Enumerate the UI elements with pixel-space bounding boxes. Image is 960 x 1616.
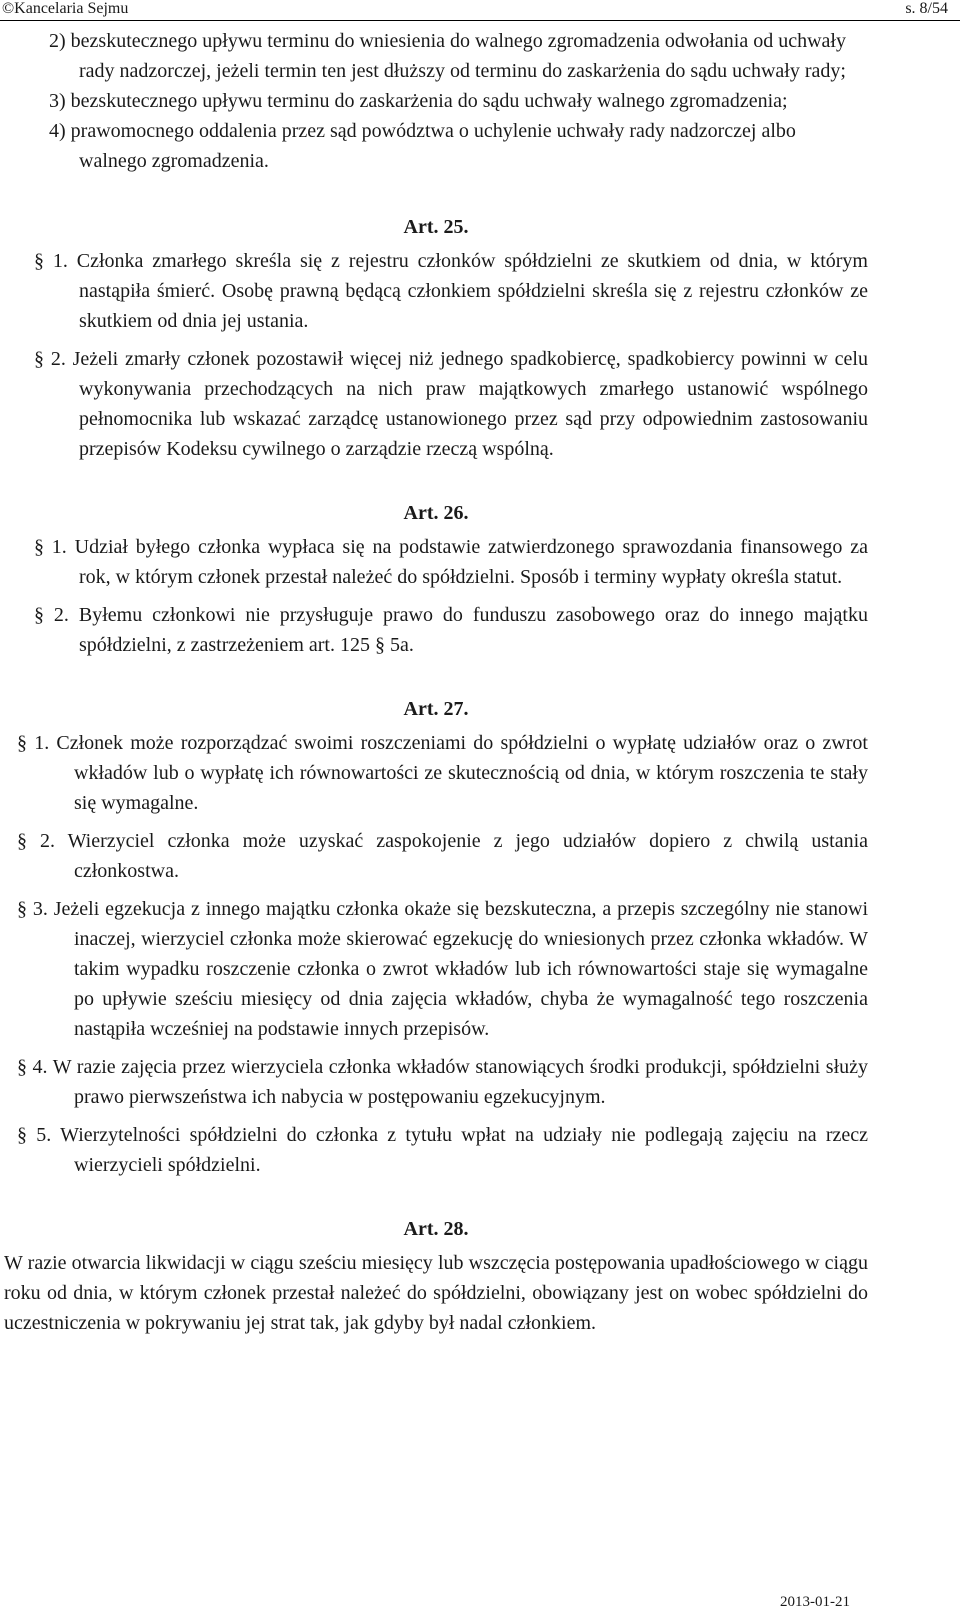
- article-paragraph: § 2. Byłemu członkowi nie przysługuje prawo do funduszu zasobowego oraz do innego majątku spółdzielni, z zastrzeżeniem art. 125 § 5a.: [34, 604, 868, 656]
- document-date: 2013-01-21: [780, 1594, 850, 1610]
- list-item: 3) bezskutecznego upływu terminu do zaskarżenia do sądu uchwały walnego zgromadzenia;: [49, 90, 788, 112]
- list-item: 2) bezskutecznego upływu terminu do wniesienia do walnego zgromadzenia odwołania od uchwały rady nadzorczej, jeżeli termin ten jest dłuższy od terminu do zaskarżenia do sądu uchwały rady;: [49, 30, 846, 82]
- document-body: [4, 26, 868, 1338]
- article-paragraph: § 1. Członek może rozporządzać swoimi roszczeniami do spółdzielni o wypłatę udziałów oraz o zwrot wkładów lub o wypłatę ich równowartości ze skutecznością od dnia, w którym roszczenia te stały się wymagalne.: [17, 732, 868, 814]
- article-paragraph: § 5. Wierzytelności spółdzielni do członka z tytułu wpłat na udziały nie podlegają zajęciu na rzecz wierzycieli spółdzielni.: [17, 1124, 868, 1176]
- article-heading: Art. 25.: [403, 216, 469, 238]
- article-heading: Art. 28.: [403, 1218, 469, 1240]
- article-paragraph: § 1. Udział byłego członka wypłaca się na podstawie zatwierdzonego sprawozdania finansowego za rok, w którym członek przestał należeć do spółdzielni. Sposób i terminy wypłaty określa statut.: [34, 536, 868, 588]
- article-paragraph: § 1. Członka zmarłego skreśla się z rejestru członków spółdzielni ze skutkiem od dnia, w którym nastąpiła śmierć. Osobę prawną będącą członkiem spółdzielni skreśla się z rejestru członków ze skutkiem od dnia jej ustania.: [34, 250, 868, 332]
- article-paragraph: § 3. Jeżeli egzekucja z innego majątku członka okaże się bezskuteczna, a przepis szczególny nie stanowi inaczej, wierzyciel członka może skierować egzekucję do wniesionych przez członka wkładów. W takim wypadku roszczenie członka o zwrot wkładów lub ich równowartości staje się wymagalne po upływie sześciu miesięcy od dnia zajęcia wkładów, chyba że wymagalność tego roszczenia nastąpiła wcześniej na podstawie innych przepisów.: [17, 898, 868, 1040]
- article-heading: Art. 26.: [403, 502, 469, 524]
- article-heading: Art. 27.: [403, 698, 469, 720]
- page-header: [0, 0, 960, 21]
- list-item: 4) prawomocnego oddalenia przez sąd powództwa o uchylenie uchwały rady nadzorczej albo walnego zgromadzenia.: [49, 120, 796, 172]
- article-paragraph: § 2. Wierzyciel członka może uzyskać zaspokojenie z jego udziałów dopiero z chwilą ustania członkostwa.: [17, 830, 868, 882]
- copyright-label: ©Kancelaria Sejmu: [2, 0, 129, 17]
- article-paragraph: W razie otwarcia likwidacji w ciągu sześciu miesięcy lub wszczęcia postępowania upadłościowego w ciągu roku od dnia, w którym członek przestał należeć do spółdzielni, obowiązany jest on wobec spółdzielni do uczestniczenia w pokrywaniu jej strat tak, jak gdyby był nadal członkiem.: [4, 1252, 868, 1334]
- page-number: s. 8/54: [905, 0, 948, 17]
- article-paragraph: § 2. Jeżeli zmarły członek pozostawił więcej niż jednego spadkobiercę, spadkobiercy powinni w celu wykonywania przechodzących na nich praw majątkowych zmarłego ustanowić wspólnego pełnomocnika lub wskazać zarządcę ustanowionego przez sąd przy odpowiednim zastosowaniu przepisów Kodeksu cywilnego o zarządzie rzeczą wspólną.: [34, 348, 868, 460]
- article-paragraph: § 4. W razie zajęcia przez wierzyciela członka wkładów stanowiących środki produkcji, spółdzielni służy prawo pierwszeństwa ich nabycia w postępowaniu egzekucyjnym.: [17, 1056, 868, 1108]
